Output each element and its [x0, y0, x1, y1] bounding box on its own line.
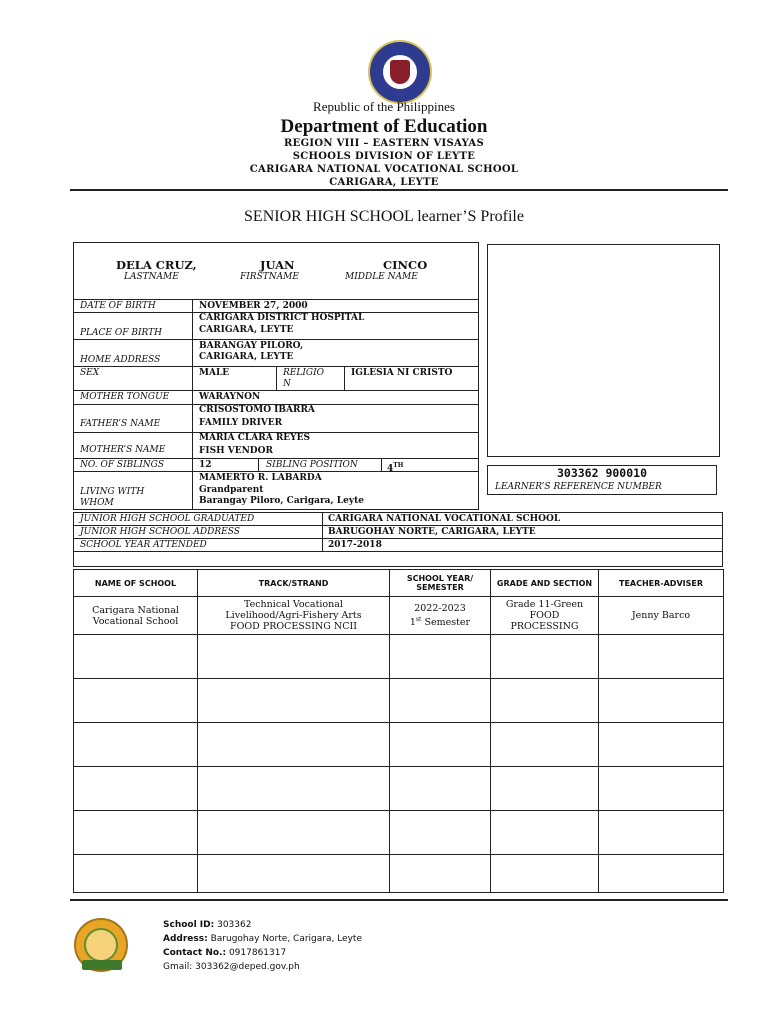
divider — [74, 458, 478, 459]
table-cell — [390, 635, 491, 679]
col-header-grade: GRADE AND SECTION — [491, 570, 599, 597]
divider — [74, 339, 478, 340]
lrn-label: LEARNER’S REFERENCE NUMBER — [495, 482, 662, 492]
sex-value: MALE — [199, 368, 230, 378]
living-with-name: MAMERTO R. LABARDA — [199, 473, 322, 483]
region-line: REGION VIII – EASTERN VISAYAS — [284, 138, 484, 149]
father-job-value: FAMILY DRIVER — [199, 418, 283, 428]
department-title: Department of Education — [280, 116, 488, 137]
pob-value-line2: CARIGARA, LEYTE — [199, 325, 294, 335]
table-cell — [599, 635, 724, 679]
divider — [74, 538, 722, 539]
table-cell — [74, 767, 198, 811]
table-cell — [74, 811, 198, 855]
cell-grade: Grade 11-Green FOOD PROCESSING — [491, 597, 599, 635]
col-header-school: NAME OF SCHOOL — [74, 570, 198, 597]
table-header-row — [74, 570, 724, 597]
table-cell — [198, 679, 390, 723]
table-row — [74, 635, 724, 679]
last-name-label: LASTNAME — [124, 272, 179, 282]
location-line: CARIGARA, LEYTE — [329, 177, 439, 188]
table-cell — [74, 855, 198, 893]
footer-address: Address: Barugohay Norte, Carigara, Leyte — [163, 934, 362, 944]
school-logo — [74, 918, 128, 972]
table-cell — [198, 767, 390, 811]
school-line: CARIGARA NATIONAL VOCATIONAL SCHOOL — [249, 164, 519, 175]
col-header-track: TRACK/STRAND — [198, 570, 390, 597]
father-label: FATHER’S NAME — [80, 419, 161, 429]
table-cell — [491, 723, 599, 767]
living-with-address: Barangay Piloro, Carigara, Leyte — [199, 496, 364, 506]
sex-label: SEX — [80, 368, 100, 378]
jhs-year-value: 2017-2018 — [328, 540, 382, 550]
address-value-line1: BARANGAY PILORO, — [199, 341, 304, 351]
table-cell — [198, 635, 390, 679]
divider — [74, 525, 722, 526]
mother-label: MOTHER’S NAME — [80, 445, 166, 455]
cell-adviser: Jenny Barco — [599, 597, 724, 635]
father-name-value: CRISOSTOMO IBARRA — [199, 405, 315, 415]
living-with-label-line2: WHOM — [80, 498, 114, 508]
cell-school: Carigara National Vocational School — [74, 597, 198, 635]
sibling-position-value: 4TH — [387, 462, 404, 474]
last-name: DELA CRUZ, — [116, 258, 197, 272]
first-name-label: FIRSTNAME — [240, 272, 299, 282]
divider — [276, 366, 277, 390]
document-title: SENIOR HIGH SCHOOL learner’S Profile — [244, 208, 524, 225]
footer-divider — [70, 899, 728, 901]
dob-value: NOVEMBER 27, 2000 — [199, 301, 308, 311]
table-cell — [599, 723, 724, 767]
republic-line: Republic of the Philippines — [313, 99, 455, 114]
table-cell — [491, 855, 599, 893]
table-row — [74, 811, 724, 855]
table-cell — [599, 767, 724, 811]
table-row — [74, 597, 724, 635]
col-header-adviser: TEACHER-ADVISER — [599, 570, 724, 597]
divider — [258, 458, 259, 471]
table-cell — [599, 679, 724, 723]
jhs-year-label: SCHOOL YEAR ATTENDED — [80, 540, 207, 550]
divider — [74, 299, 478, 300]
religion-label-line2: N — [283, 379, 291, 389]
address-value-line2: CARIGARA, LEYTE — [199, 352, 294, 362]
table-cell — [198, 855, 390, 893]
mother-name-value: MARIA CLARA REYES — [199, 433, 310, 443]
table-cell — [74, 679, 198, 723]
cell-track: Technical Vocational Livelihood/Agri-Fishery Arts FOOD PROCESSING NCII — [198, 597, 390, 635]
division-line: SCHOOLS DIVISION OF LEYTE — [292, 151, 476, 162]
table-row — [74, 767, 724, 811]
table-cell — [390, 723, 491, 767]
footer-gmail: Gmail: 303362@deped.gov.ph — [163, 962, 300, 972]
living-with-relation: Grandparent — [199, 485, 264, 495]
tongue-label: MOTHER TONGUE — [80, 392, 170, 402]
jhs-graduated-label: JUNIOR HIGH SCHOOL GRADUATED — [80, 514, 255, 524]
pob-label: PLACE OF BIRTH — [80, 328, 162, 338]
sibling-position-label: SIBLING POSITION — [266, 460, 358, 470]
table-cell — [390, 855, 491, 893]
divider — [192, 299, 193, 510]
first-name: JUAN — [260, 258, 295, 272]
table-cell — [491, 679, 599, 723]
jhs-address-value: BARUGOHAY NORTE, CARIGARA, LEYTE — [328, 527, 536, 537]
divider — [74, 471, 478, 472]
siblings-value: 12 — [199, 460, 212, 470]
deped-seal-logo — [368, 40, 432, 104]
cell-school-year: 2022-2023 1st Semester — [390, 597, 491, 635]
divider — [74, 551, 722, 552]
table-row — [74, 723, 724, 767]
table-cell — [198, 723, 390, 767]
footer-contact: Contact No.: 0917861317 — [163, 948, 287, 958]
lrn-number: 303362 900010 — [556, 466, 647, 480]
table-cell — [74, 723, 198, 767]
table-cell — [198, 811, 390, 855]
footer-school-id: School ID: 303362 — [163, 920, 252, 930]
jhs-address-label: JUNIOR HIGH SCHOOL ADDRESS — [80, 527, 240, 537]
table-row — [74, 679, 724, 723]
table-cell — [599, 855, 724, 893]
table-cell — [599, 811, 724, 855]
header-divider — [70, 189, 728, 191]
address-label: HOME ADDRESS — [80, 355, 161, 365]
middle-name-label: MIDDLE NAME — [345, 272, 418, 282]
table-cell — [491, 811, 599, 855]
pob-value-line1: CARIGARA DISTRICT HOSPITAL — [199, 313, 365, 323]
mother-job-value: FISH VENDOR — [199, 446, 273, 456]
jhs-graduated-value: CARIGARA NATIONAL VOCATIONAL SCHOOL — [328, 514, 561, 524]
table-cell — [491, 767, 599, 811]
religion-label-line1: RELIGIO — [283, 368, 325, 378]
table-cell — [74, 635, 198, 679]
table-cell — [390, 811, 491, 855]
divider — [381, 458, 382, 471]
divider — [344, 366, 345, 390]
divider — [74, 390, 478, 391]
middle-name: CINCO — [383, 258, 428, 272]
col-header-school-year: SCHOOL YEAR/ SEMESTER — [390, 570, 491, 597]
siblings-label: NO. OF SIBLINGS — [80, 460, 165, 470]
table-cell — [390, 679, 491, 723]
table-cell — [390, 767, 491, 811]
living-with-label-line1: LIVING WITH — [80, 487, 145, 497]
religion-value: IGLESIA NI CRISTO — [351, 368, 453, 378]
table-cell — [491, 635, 599, 679]
divider — [322, 513, 323, 551]
tongue-value: WARAYNON — [199, 392, 261, 402]
photo-box — [487, 244, 720, 457]
table-row — [74, 855, 724, 893]
dob-label: DATE OF BIRTH — [80, 301, 156, 311]
school-records-table — [73, 569, 724, 893]
